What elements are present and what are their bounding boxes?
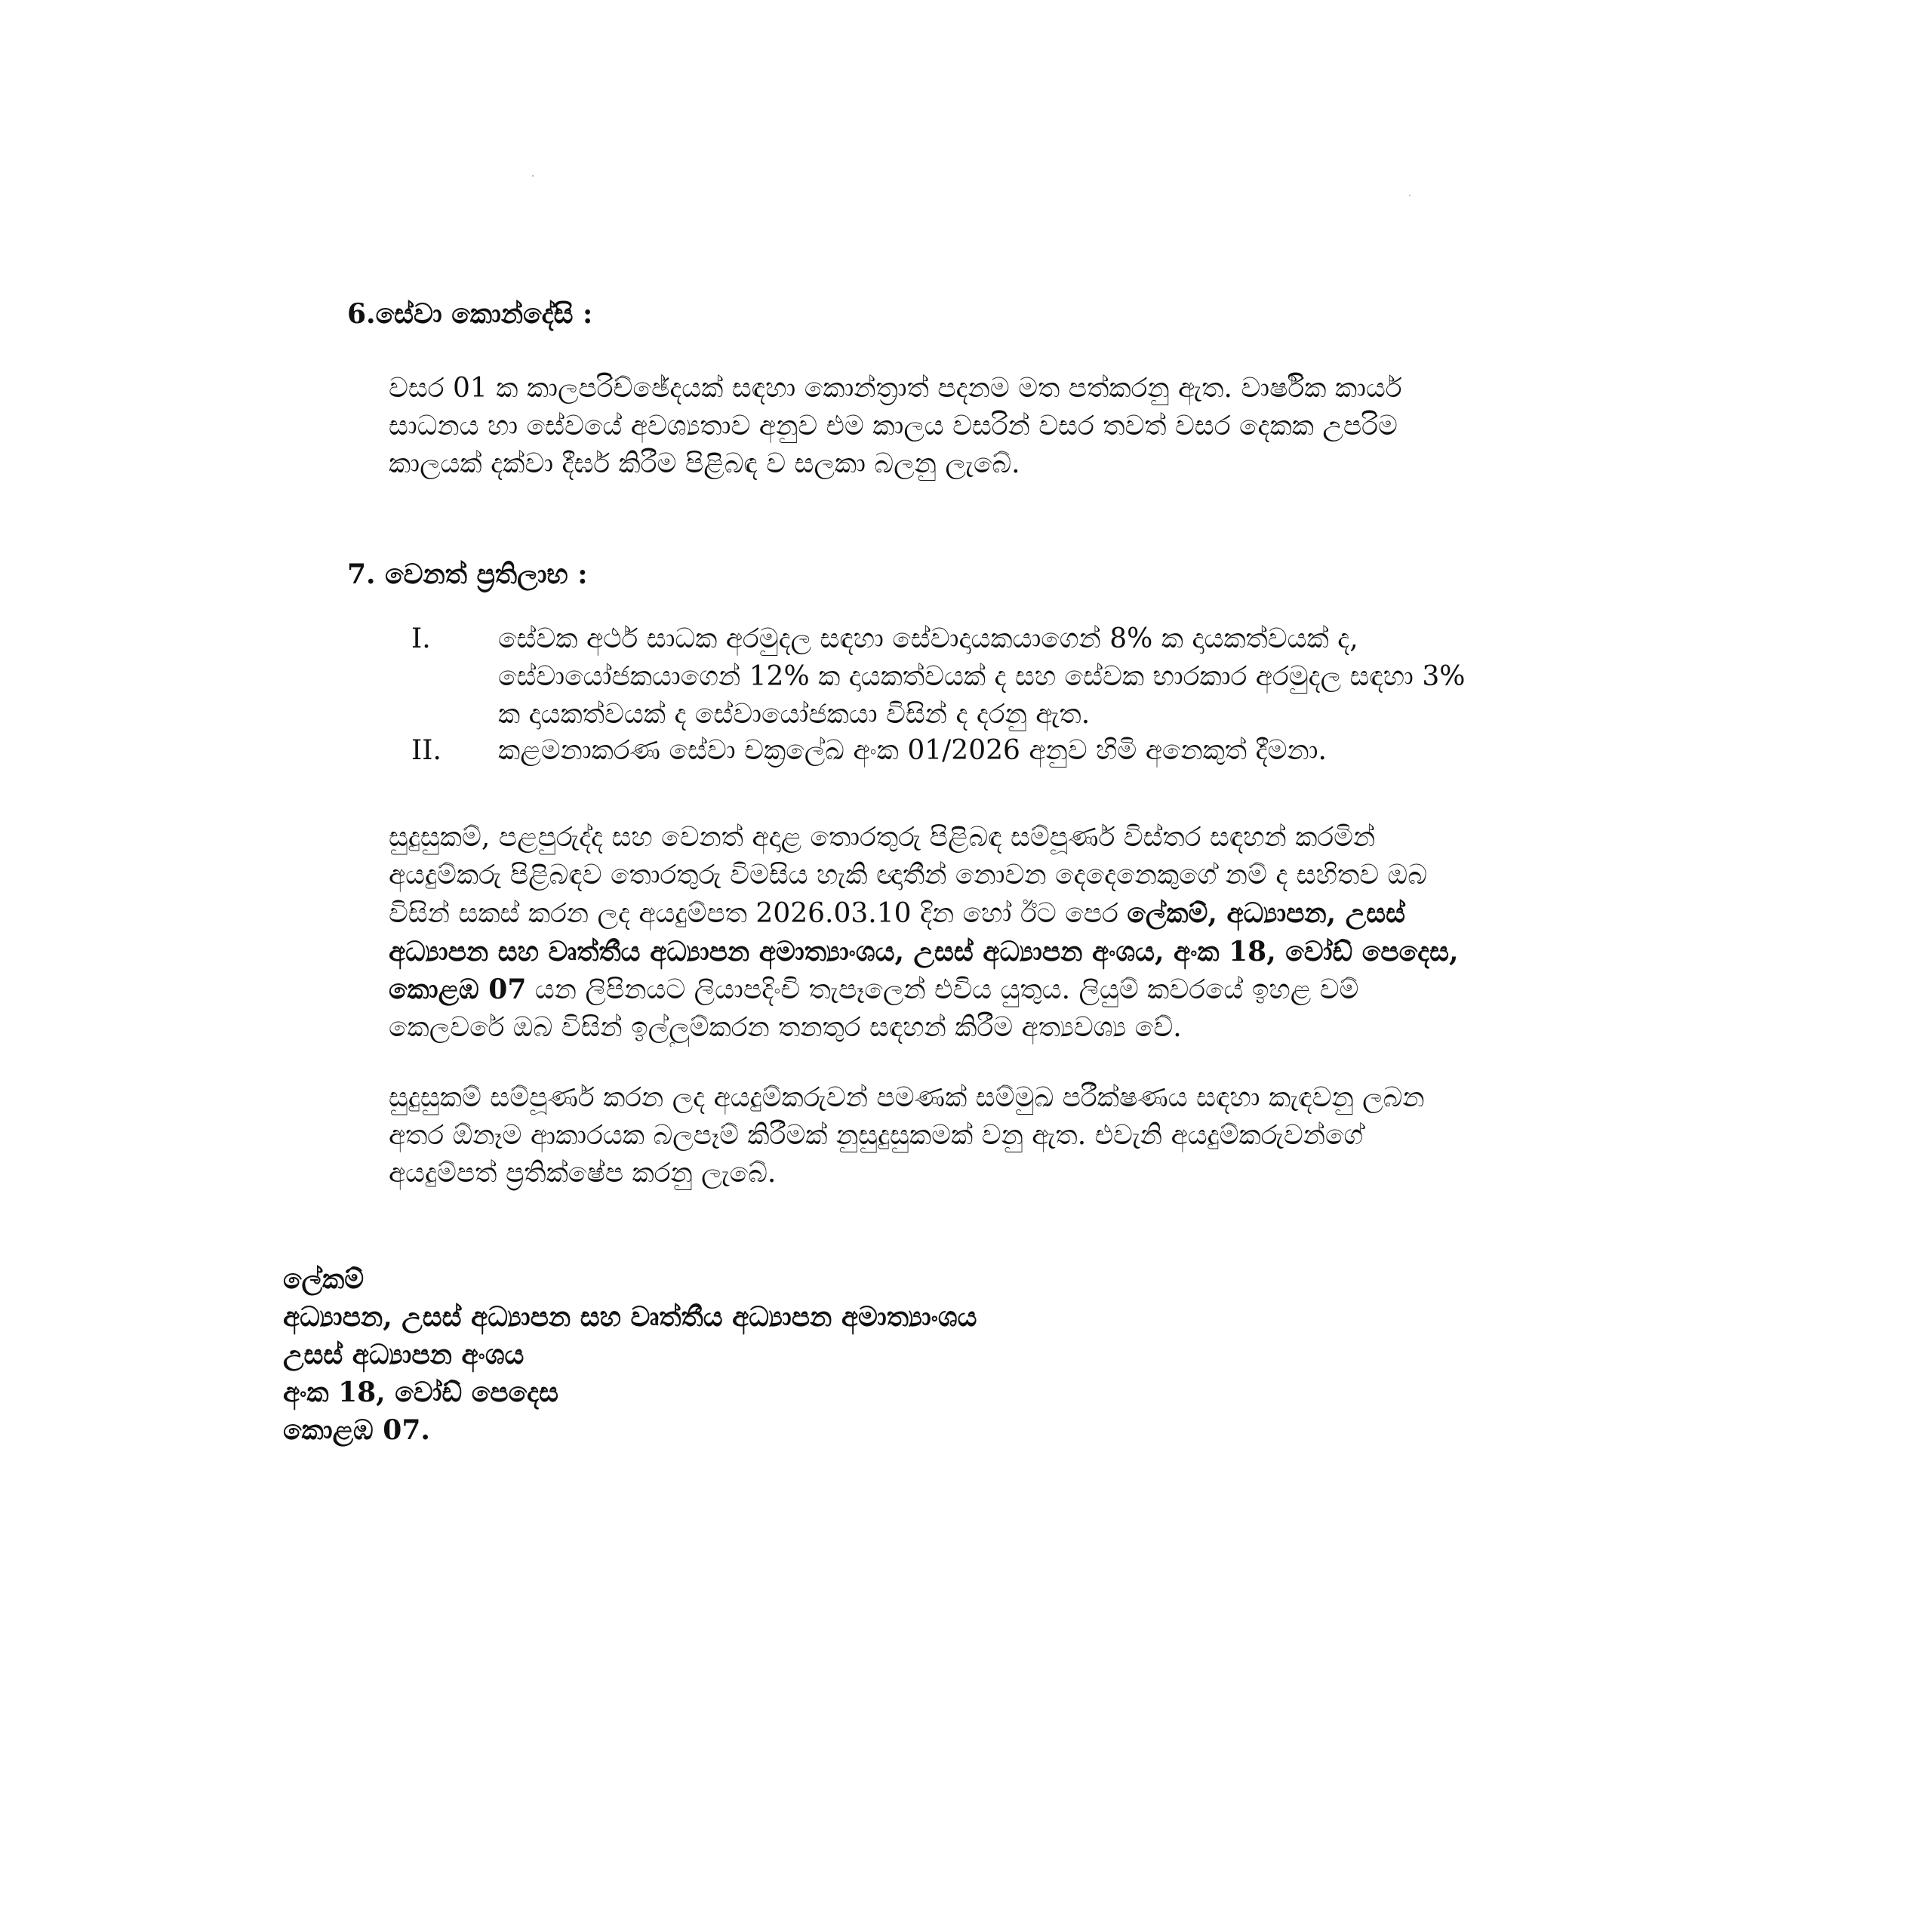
paragraph-line: අයදුම්කරු පිළිබඳව තොරතුරු විමසිය හැකි ඥාතීන් නොවන දෙදෙනෙකුගේ නම් ද සහිතව ඔබ [389,860,1427,891]
address-bold-text: ලේකම්, අධ්‍යාපන, උසස් [1127,897,1405,929]
paragraph-line: සුදුසුකම්, පළපුරුද්ද සහ වෙනත් අදාළ තොරතුරු පිළිබඳ සම්පූර්ණ විස්තර සඳහන් කරමින් [389,822,1376,853]
paragraph-text: විසින් සකස් කරන ලද අයදුම්පත 2026.03.10 දින හෝ ඊට පෙර [389,898,1128,929]
paragraph-line: සාධනය හා සේවයේ අවශ්‍යතාව අනුව එම කාලය වසරින් වසර තවත් වසර දෙකක උපරිම [389,411,1398,441]
list-text [498,732,1751,770]
signature-street: අංක 18, වෝඩ් පෙදෙස [283,1377,558,1408]
paragraph-line: අතර ඕනෑම ආකාරයක බලපෑම් කිරීමක් නුසුදුසුකමක් වනු ඇත. එවැනි අයදුම්කරුවන්ගේ [389,1120,1364,1151]
section-7-heading: 7. වෙනත් ප්‍රතිලාභ : [347,558,588,590]
paragraph-line: කෙලවරේ ඔබ විසින් ඉල්ලුම්කරන තනතුර සඳහන් කිරීම අත්‍යවශ්‍ය වේ. [389,1012,1182,1043]
paragraph-line: සුදුසුකම් සම්පූර්ණ කරන ලද අයදුම්කරුවන් පමණක් සම්මුඛ පරීක්ෂණය සඳහා කැඳවනු ලබන [389,1082,1425,1113]
paragraph-line: කාලයක් දක්වා දීර්ඝ කිරීම පිළිබඳ ව සලකා බලනු ලැබේ. [389,448,1020,479]
scan-speck [1409,195,1411,196]
interview-paragraph [389,1079,1747,1192]
signature-title: ලේකම් [283,1263,365,1295]
list-item-1 [411,620,1755,734]
list-item-2 [411,732,1755,770]
paragraph-line [389,894,1747,933]
signature-ministry: අධ්‍යාපන, උසස් අධ්‍යාපන සහ වෘත්තීය අධ්‍යාපන අමාත්‍යාංශය [283,1301,977,1333]
application-paragraph [389,819,1747,1047]
list-line: කළමනාකරණ සේවා චක්‍රලේඛ අංක 01/2026 අනුව හිමි අනෙකුත් දීමනා. [498,735,1327,766]
address-bold-text: කොළඹ 07 [389,974,527,1005]
section-6-heading: 6.සේවා කොන්දේසි : [347,298,593,330]
address-bold-line: අධ්‍යාපන සහ වෘත්තීය අධ්‍යාපන අමාත්‍යාංශය, උසස් අධ්‍යාපන අංශය, අංක 18, වෝඩ් පෙදෙස, [389,936,1459,968]
section-6-paragraph [389,370,1747,483]
signature-division: උසස් අධ්‍යාපන අංශය [283,1339,525,1371]
list-text [498,620,1751,734]
paragraph-line: වසර 01 ක කාලපරිච්ඡේදයක් සඳහා කොන්ත්‍රාත් පදනම මත පත්කරනු ඇත. වාර්ෂික කාර්ය [389,373,1402,404]
signature-city: කොළඹ 07. [283,1414,430,1446]
paragraph-text: යන ලිපිනයට ලියාපදිංචි තැපෑලෙන් එවිය යුතුය. ලියුම් කවරයේ ඉහළ වම් [526,974,1359,1005]
paragraph-line [389,971,1747,1009]
paragraph-line: අයදුම්පත් ප්‍රතික්ෂේප කරනු ලැබේ. [389,1158,777,1189]
list-number: II. [411,735,441,766]
list-line: සේවක අර්ථ සාධක අරමුදල සඳහා සේවාදායකයාගෙන් 8% ක දායකත්වයක් ද, [498,623,1358,654]
list-line: සේවායෝජකයාගෙන් 12% ක දායකත්වයක් ද සහ සේවක භාරකාර අරමුදල සඳහා 3% [498,661,1466,692]
scan-speck [532,175,534,177]
signature-block [283,1260,977,1449]
list-line: ක දායකත්වයක් ද සේවායෝජකයා විසින් ද දරනු ඇත. [498,699,1091,730]
list-number: I. [411,623,431,654]
